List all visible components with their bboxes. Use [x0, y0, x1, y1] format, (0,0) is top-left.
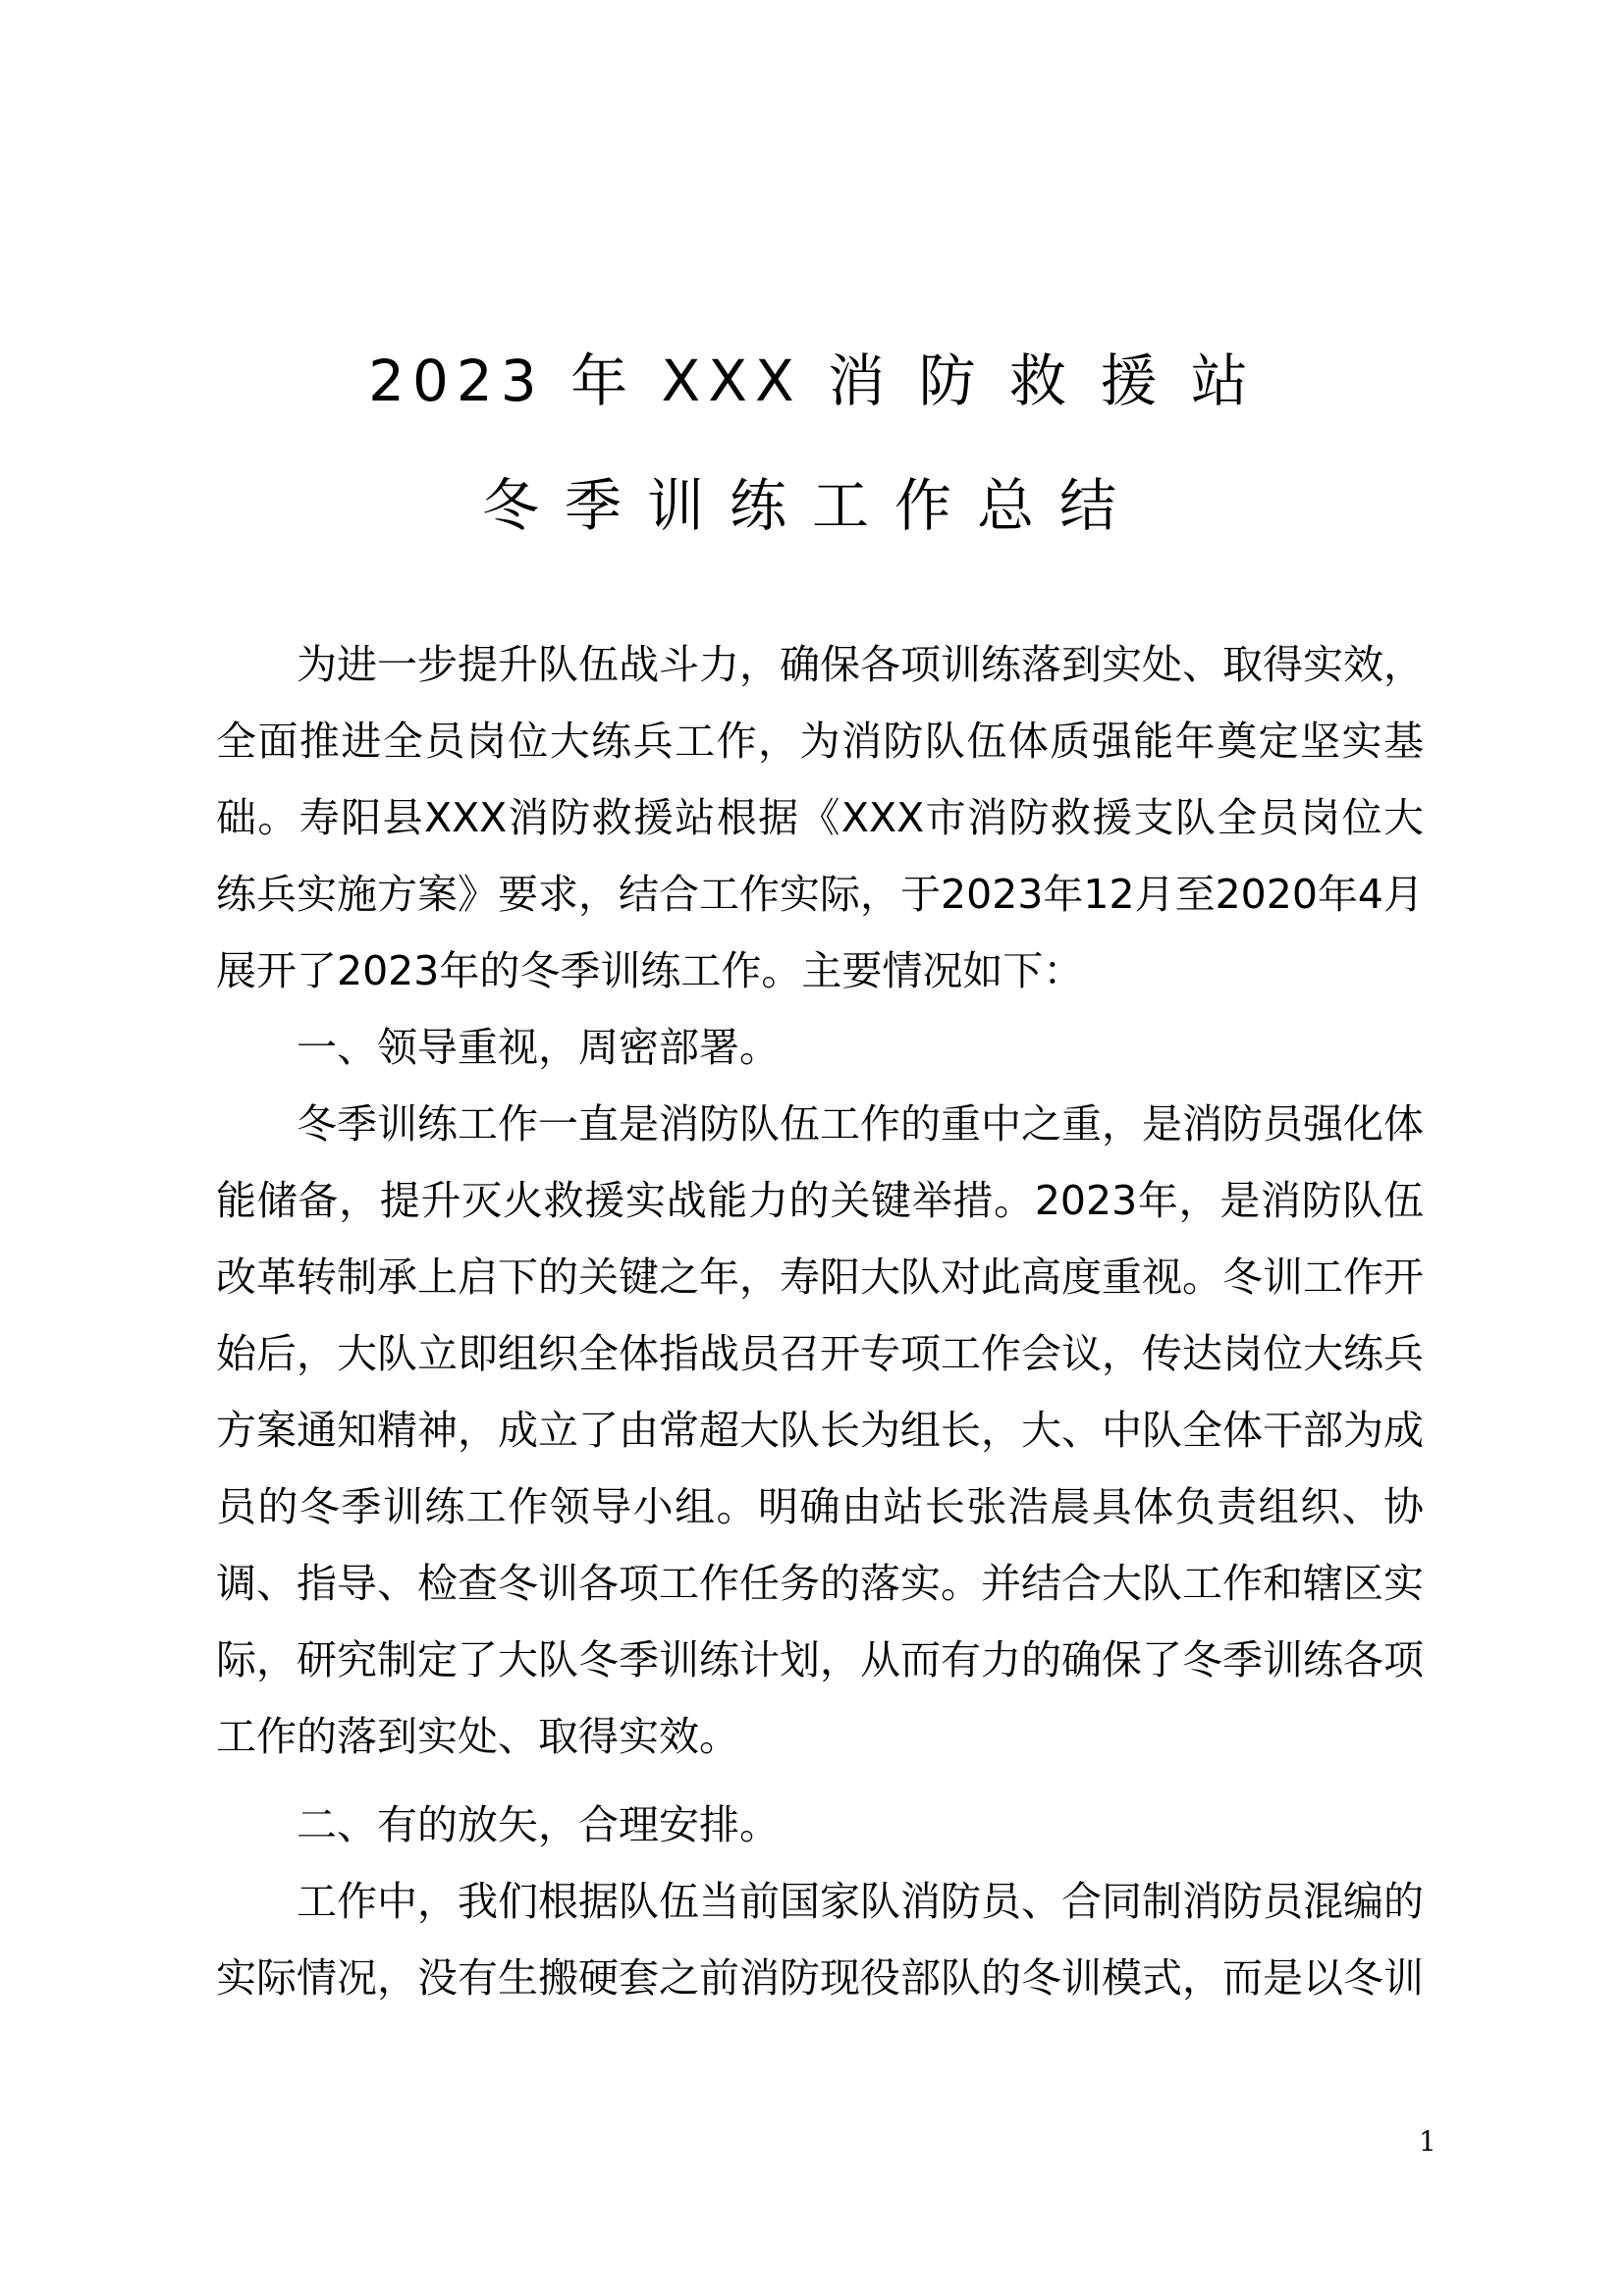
intro-paragraph: 为进一步提升队伍战斗力，确保各项训练落到实处、取得实效，全面推进全员岗位大练兵工作，为消防队伍体质强能年奠定坚实基础。寿阳县XXX消防救援站根据《XXX市消防救援支队全员岗位大练兵实施方案》要求，结合工作实际，于2023年12月至2020年4月展开了2023年的冬季训练工作。主要情况如下： [216, 641, 1424, 994]
page-number: 1 [1419, 2125, 1436, 2158]
document-body [216, 626, 1424, 2016]
section-heading-2: 二、有的放矢，合理安排。 [297, 1801, 780, 1848]
document-title-line-2: 冬季训练工作总结 [481, 472, 1142, 539]
section-heading-1: 一、领导重视，周密部署。 [297, 1024, 780, 1071]
section-2-paragraph: 工作中，我们根据队伍当前国家队消防员、合同制消防员混编的实际情况，没有生搬硬套之前消防现役部队的冬训模式，而是以冬训 [216, 1878, 1424, 2002]
section-1-paragraph: 冬季训练工作一直是消防队伍工作的重中之重，是消防员强化体能储备，提升灭火救援实战能力的关键举措。2023年，是消防队伍改革转制承上启下的关键之年，寿阳大队对此高度重视。冬训工作开始后，大队立即组织全体指战员召开专项工作会议，传达岗位大练兵方案通知精神，成立了由常超大队长为组长，大、中队全体干部为成员的冬季训练工作领导小组。明确由站长张浩晨具体负责组织、协调、指导、检查冬训各项工作任务的落实。并结合大队工作和辖区实际，研究制定了大队冬季训练计划，从而有力的确保了冬季训练各项工作的落到实处、取得实效。 [216, 1100, 1424, 1760]
document-title-line-1: 2023 年 XXX 消 防 救 援 站 [368, 347, 1256, 414]
